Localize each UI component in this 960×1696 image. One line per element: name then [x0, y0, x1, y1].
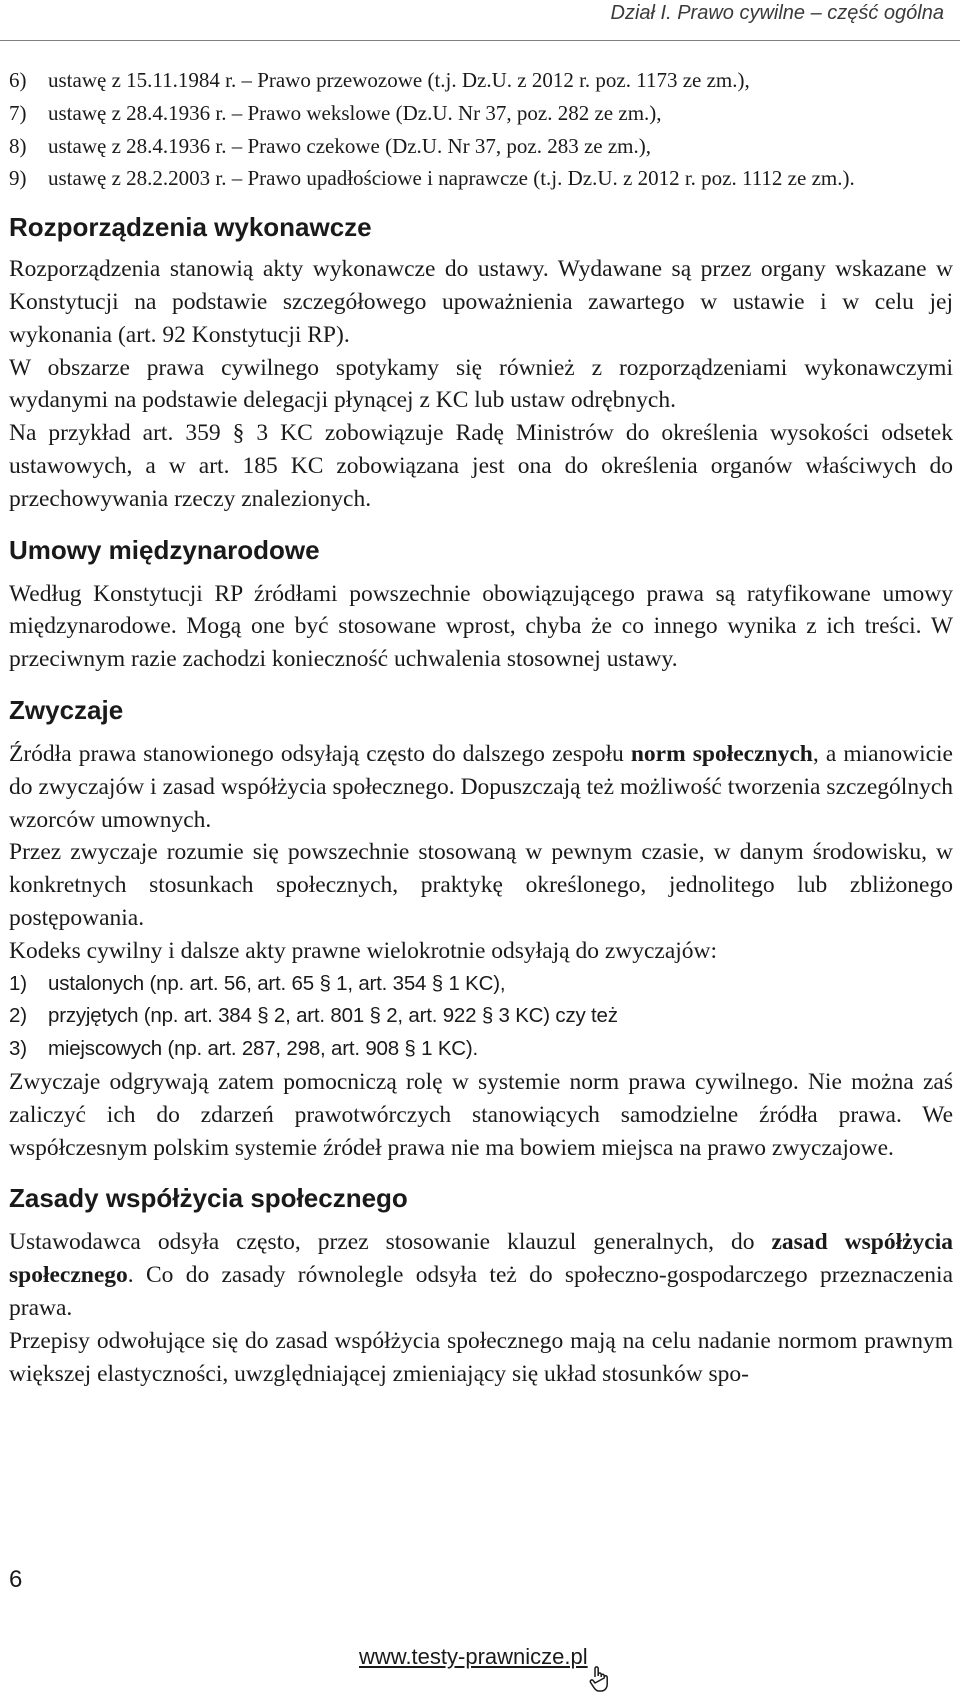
list-item: [9, 97, 953, 130]
running-header: Dział I. Prawo cywilne – część ogólna: [610, 2, 944, 24]
list-item: [9, 162, 953, 195]
text-run: . Co do zasady równolegle odsyła też do społeczno-gospodarczego przeznaczenia prawa.: [9, 1262, 953, 1321]
list-item-text: ustawę z 28.2.2003 r. – Prawo upadłościowe i naprawcze (t.j. Dz.U. z 2012 r. poz. 1112 ze zm.).: [48, 166, 855, 191]
list-item-number: 8): [9, 133, 27, 158]
paragraph: Na przykład art. 359 § 3 KC zobowiązuje Radę Ministrów do określenia wysokości odsetek ustawowych, a w art. 185 KC zobowiązana jest ona do określenia organów właściwych do przechowywania rzeczy znalezionych.: [9, 420, 953, 512]
list-item: [9, 1000, 953, 1033]
text-run: , a mianowicie do zwyczajów i zasad współżycia społecznego. Dopuszczają też możliwość tworzenia szczególnych wzorców umownych.: [9, 740, 953, 833]
acts-list: [9, 64, 953, 195]
list-item-number: 7): [9, 100, 27, 125]
section-heading-rozporzadzenia: Rozporządzenia wykonawcze: [9, 212, 372, 243]
list-item-number: 2): [9, 1004, 27, 1028]
paragraph: W obszarze prawa cywilnego spotykamy się również z rozporządzeniami wykonawczymi wydanymi na podstawie delegacji płynącej z KC lub ustaw odrębnych.: [9, 354, 953, 414]
list-item-text: ustalonych (np. art. 56, art. 65 § 1, art. 354 § 1 KC),: [48, 971, 506, 995]
page-content: [9, 64, 953, 1390]
list-item-text: ustawę z 28.4.1936 r. – Prawo wekslowe (Dz.U. Nr 37, poz. 282 ze zm.),: [48, 100, 662, 125]
list-item-text: przyjętych (np. art. 384 § 2, art. 801 § 2, art. 922 § 3 KC) czy też: [48, 1004, 618, 1028]
list-item-text: ustawę z 28.4.1936 r. – Prawo czekowe (Dz.U. Nr 37, poz. 283 ze zm.),: [48, 133, 651, 158]
text-run: Źródła prawa stanowionego odsyłają często do dalszego zespołu: [9, 740, 631, 767]
list-item-number: 9): [9, 166, 27, 191]
paragraph: Przez zwyczaje rozumie się powszechnie stosowaną w pewnym czasie, w danym środowisku, w konkretnych stosunkach społecznych, praktykę określonego, jednolitego lub zbliżonego postępowania.: [9, 839, 953, 931]
list-item-number: 1): [9, 971, 27, 995]
list-item: [9, 1033, 953, 1066]
bold-term: norm społecznych: [630, 740, 813, 767]
bold-term: zasad współżycia społecznego: [9, 1229, 954, 1289]
paragraph: Rozporządzenia stanowią akty wykonawcze do ustawy. Wydawane są przez organy wskazane w Konstytucji na podstawie szczegółowego upoważnienia zawartego w ustawie i w celu jej wykonania (art. 92 Konstytucji RP).: [9, 256, 953, 348]
header-divider: [0, 40, 960, 41]
list-item: [9, 130, 953, 163]
page-number: 6: [9, 1566, 23, 1593]
paragraph: [9, 738, 953, 836]
paragraph: [9, 1226, 953, 1324]
paragraph: Według Konstytucji RP źródłami powszechnie obowiązującego prawa są ratyfikowane umowy międzynarodowe. Mogą one być stosowane wprost, chyba że co innego wynika z ich treści. W przeciwnym razie zachodzi konieczność uchwalenia stosownej ustawy.: [9, 580, 953, 673]
footer-website-link[interactable]: www.testy-prawnicze.pl: [359, 1644, 588, 1669]
hand-pointer-icon: [588, 1665, 610, 1693]
list-item: [9, 64, 953, 97]
section-heading-zasady: Zasady współżycia społecznego: [9, 1183, 408, 1214]
list-item-text: ustawę z 15.11.1984 r. – Prawo przewozowe (t.j. Dz.U. z 2012 r. poz. 1173 ze zm.),: [48, 68, 750, 92]
custom-types-list: [9, 968, 953, 1066]
section-heading-umowy: Umowy międzynarodowe: [9, 534, 320, 565]
section-heading-zwyczaje: Zwyczaje: [9, 694, 124, 725]
list-item: [9, 968, 953, 1001]
list-item-number: 6): [9, 68, 27, 92]
list-item-text: miejscowych (np. art. 287, 298, art. 908 § 1 KC).: [48, 1037, 479, 1061]
paragraph: Przepisy odwołujące się do zasad współżycia społecznego mają na celu nadanie normom prawnym większej elastyczności, uwzględniającej zmieniający się układ stosunków spo-: [9, 1327, 953, 1387]
paragraph: Kodeks cywilny i dalsze akty prawne wielokrotnie odsyłają do zwyczajów:: [9, 937, 718, 964]
text-run: Ustawodawca odsyła często, przez stosowanie klauzul generalnych, do: [9, 1229, 772, 1256]
paragraph: Zwyczaje odgrywają zatem pomocniczą rolę w systemie norm prawa cywilnego. Nie można zaś zaliczyć ich do zdarzeń prawotwórczych stanowiących samodzielne źródła prawa. We współczesnym polskim systemie źródeł prawa nie ma bowiem miejsca na prawo zwyczajowe.: [9, 1068, 953, 1161]
list-item-number: 3): [9, 1037, 27, 1061]
